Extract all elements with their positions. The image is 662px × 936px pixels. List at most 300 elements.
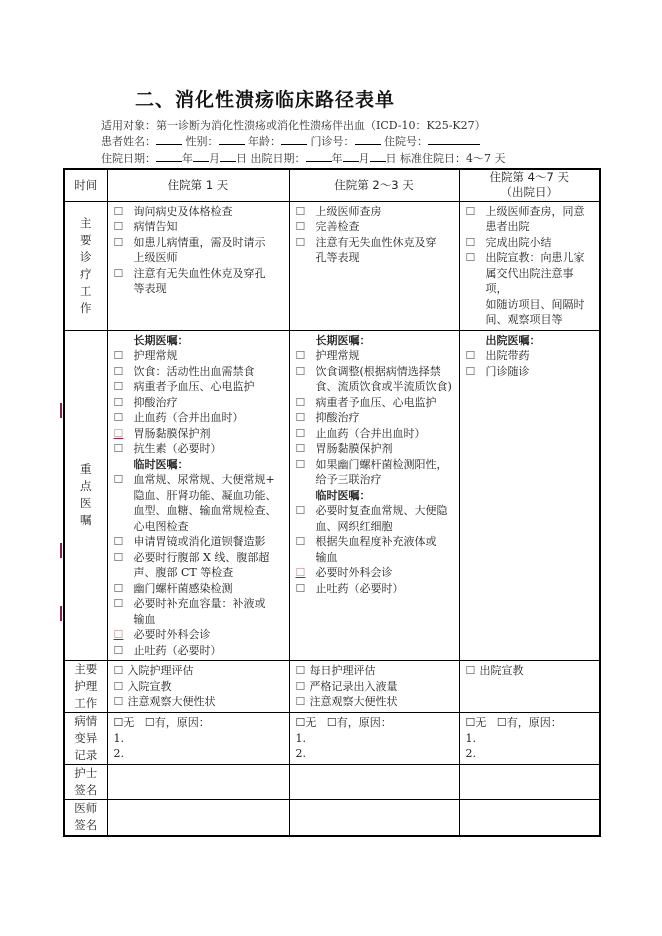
- checklist-item: [114, 596, 285, 627]
- item-text-line: 如随访项目、间隔时: [485, 297, 585, 311]
- item-text-line: 食、流质饮食或半流质饮食): [315, 380, 452, 393]
- doctor-sign-cell[interactable]: [459, 800, 600, 836]
- section-heading: 长期医嘱：: [133, 333, 189, 347]
- item-text-line: 护理常规: [315, 349, 360, 362]
- item-text: [134, 643, 285, 659]
- admission-no-field[interactable]: [428, 134, 480, 145]
- checkbox[interactable]: ☐: [113, 679, 124, 693]
- section-heading: 临时医嘱：: [133, 457, 189, 471]
- dis-month-field[interactable]: [343, 151, 359, 162]
- name-label: 患者姓名：: [101, 135, 156, 148]
- cell-col-1: [107, 330, 289, 661]
- checkbox[interactable]: ☐: [113, 442, 124, 455]
- checklist-item: [114, 441, 285, 457]
- checklist-item: [296, 410, 455, 426]
- label-line: 护士: [74, 766, 98, 780]
- checkbox[interactable]: ☐: [113, 235, 124, 249]
- dis-day-field[interactable]: [370, 151, 386, 162]
- checkbox[interactable]: ☐: [295, 535, 306, 548]
- item-text: [134, 426, 285, 442]
- checklist-item: [114, 679, 285, 695]
- checklist-item: [114, 395, 285, 411]
- item-text-line: 必要时复查血常规、大便隐: [315, 504, 448, 517]
- row-nurse-signature: [64, 765, 600, 800]
- date-line: [101, 150, 506, 166]
- scope-line: 适用对象：第一诊断为消化性溃疡或消化性溃疡伴出血（ICD-10：K25-K27）: [101, 119, 486, 132]
- item-text-line: 如患儿病情重，需及时请示: [133, 235, 266, 249]
- variance-none-checkbox[interactable]: ☐无: [113, 716, 135, 729]
- header-row: [64, 169, 600, 201]
- sex-label: 性别：: [185, 135, 219, 148]
- item-text: [128, 663, 285, 679]
- checklist-item: [114, 348, 285, 364]
- checklist-item: [114, 472, 285, 534]
- checklist-item: [114, 266, 285, 297]
- label-line: 疗: [80, 266, 92, 281]
- item-text: [134, 410, 285, 426]
- item-text-line: 属交代出院注意事项，: [485, 266, 574, 295]
- checkbox[interactable]: ☐: [113, 643, 124, 657]
- item-text: [134, 235, 285, 266]
- item-text: [128, 694, 285, 710]
- cell-col-2: [289, 330, 459, 661]
- item-text-line: 入院宣教: [127, 679, 172, 693]
- item-text: [480, 663, 596, 679]
- checkbox[interactable]: ☐: [465, 235, 476, 249]
- variance-has-checkbox[interactable]: ☐有，原因：: [326, 716, 392, 729]
- variance-options: [114, 715, 285, 731]
- label-line: 病情: [74, 714, 98, 728]
- diag-label: [64, 201, 107, 330]
- checkbox[interactable]: ☐: [295, 220, 306, 233]
- nurse-sign-cell[interactable]: [107, 765, 289, 800]
- item-text: [316, 348, 455, 364]
- label-line: 嘱: [80, 513, 92, 528]
- cell-col-2: [289, 661, 459, 713]
- checkbox[interactable]: ☐: [295, 364, 306, 378]
- item-text-line: 止血药（合并出血时）: [315, 426, 426, 440]
- item-text-line: 完成出院小结: [485, 235, 552, 249]
- cell-col-1: [107, 661, 289, 713]
- checklist-item: [114, 379, 285, 395]
- checklist-item: [114, 204, 285, 220]
- item-text: [128, 679, 285, 695]
- item-text-line: 入院护理评估: [127, 664, 194, 677]
- checkbox[interactable]: ☐: [465, 349, 476, 362]
- cell-col-1: [107, 201, 289, 330]
- item-text: [134, 379, 285, 395]
- revision-mark: [60, 606, 62, 621]
- item-text: [134, 364, 285, 380]
- variance-reason-1[interactable]: 1.: [295, 731, 306, 745]
- item-text-line: 根据失血程度补充液体或: [315, 535, 437, 548]
- checklist-item: [296, 395, 455, 411]
- section-heading: 临时医嘱：: [315, 488, 371, 502]
- checklist-item: [296, 457, 455, 488]
- header-day2-3: 住院第 2～3 天: [289, 169, 459, 201]
- item-text-line: 孔等表现: [315, 251, 360, 264]
- variance-has-checkbox[interactable]: ☐有，原因：: [496, 716, 562, 729]
- checkbox[interactable]: ☐: [295, 442, 306, 455]
- row-nursing-work: [64, 661, 600, 713]
- name-field[interactable]: [156, 134, 182, 145]
- variance-reason-1[interactable]: 1.: [465, 731, 476, 745]
- item-text: [316, 426, 455, 442]
- item-text-line: 饮食调整(根据病情选择禁: [315, 364, 441, 378]
- label-line: 签名: [74, 818, 98, 833]
- item-text-line: 出院宣教：向患儿家: [485, 251, 585, 264]
- variance-options: [296, 715, 455, 731]
- checkbox[interactable]: ☐: [295, 664, 306, 677]
- checklist-item: [114, 410, 285, 426]
- month-label: 月: [209, 152, 220, 165]
- label-line: 医师: [74, 801, 98, 816]
- item-text-line: 止血药（合并出血时）: [133, 411, 244, 424]
- item-text-line: 注意有无失血性休克及穿: [315, 235, 437, 249]
- header-time: 时间: [64, 169, 107, 201]
- admission-no-label: 住院号：: [384, 135, 428, 148]
- checklist-item: [296, 503, 455, 534]
- checkbox[interactable]: ☐: [113, 426, 124, 440]
- spacer: [134, 716, 145, 729]
- checklist-item: [296, 348, 455, 364]
- item-text: [316, 534, 455, 565]
- variance-cell[interactable]: [107, 713, 289, 765]
- item-text: [310, 663, 455, 679]
- sex-field[interactable]: [219, 134, 245, 145]
- checkbox[interactable]: ☐: [465, 204, 476, 218]
- item-text: [134, 627, 285, 643]
- item-text-line: 必要时外科会诊: [133, 628, 211, 641]
- checkbox[interactable]: ☐: [113, 473, 124, 486]
- checkbox[interactable]: ☐: [113, 535, 124, 548]
- checkbox[interactable]: ☐: [113, 597, 124, 610]
- variance-none-checkbox[interactable]: ☐无: [465, 716, 487, 729]
- label-line: 重: [80, 462, 92, 477]
- item-text-line: 止吐药（必要时）: [133, 643, 222, 657]
- checkbox[interactable]: ☐: [113, 411, 124, 424]
- doctor-sign-label: [64, 800, 107, 836]
- clinic-field[interactable]: [355, 134, 381, 145]
- header-day4-7-label: 住院第 4～7 天: [489, 170, 569, 185]
- variance-cell[interactable]: [459, 713, 600, 765]
- checklist-item: [296, 694, 455, 710]
- label-line: 要: [80, 232, 92, 247]
- variance-reason-2[interactable]: 2.: [113, 747, 124, 760]
- label-line: 主: [80, 215, 92, 230]
- checklist-item: [466, 250, 596, 328]
- adm-year-field[interactable]: [156, 151, 182, 162]
- item-text-line: 出院宣教: [479, 664, 524, 677]
- item-text-line: 病重者予血压、心电监护: [133, 380, 255, 393]
- checklist-item: [296, 663, 455, 679]
- item-text: [310, 679, 455, 695]
- checklist-item: [114, 627, 285, 643]
- checklist-item: [296, 219, 455, 235]
- item-text: [134, 395, 285, 411]
- item-text-line: 抗生素（必要时）: [133, 442, 222, 455]
- checklist-item: [296, 534, 455, 565]
- pathway-table: [63, 168, 601, 837]
- checklist-item: [296, 679, 455, 695]
- checklist-item: [114, 550, 285, 581]
- section-heading: 出院医嘱：: [485, 333, 541, 347]
- checkbox[interactable]: ☐: [295, 349, 306, 362]
- revision-mark: [60, 403, 62, 418]
- nurse-sign-cell[interactable]: [459, 765, 600, 800]
- item-text-line: 给予三联治疗: [315, 473, 382, 486]
- checkbox[interactable]: ☐: [295, 411, 306, 424]
- item-text: [486, 250, 596, 328]
- checklist-item: [466, 235, 596, 251]
- day-label: 日: [385, 152, 397, 165]
- row-variance: [64, 713, 600, 765]
- item-text-line: 询问病史及体格检查: [133, 204, 233, 218]
- month-label: 月: [358, 152, 370, 165]
- cell-col-2: [289, 201, 459, 330]
- checklist-item: [114, 426, 285, 442]
- item-text-line: 胃肠黏膜保护剂: [133, 426, 211, 440]
- checklist-item: [114, 235, 285, 266]
- item-text-line: 注意观察大便性状: [127, 695, 216, 708]
- discharge-date-label: 出院日期：: [250, 152, 306, 165]
- checkbox[interactable]: ☐: [113, 395, 124, 409]
- checkbox[interactable]: ☐: [295, 204, 306, 218]
- item-text-line: 病重者予血压、心电监护: [315, 395, 437, 409]
- item-text-line: 必要时行腹部 X 线、腹部超: [133, 550, 270, 564]
- checklist-item: [114, 581, 285, 597]
- item-text-line: 如果幽门螺杆菌检测阳性，: [315, 457, 448, 471]
- checkbox[interactable]: ☐: [113, 204, 124, 218]
- cell-col-3: [459, 661, 600, 713]
- checkbox[interactable]: ☐: [113, 349, 124, 362]
- admission-date-label: 住院日期：: [101, 152, 156, 165]
- item-text: [134, 550, 285, 581]
- item-text: [486, 204, 596, 235]
- item-text-line: 上级医师查房: [315, 204, 382, 218]
- label-line: 作: [80, 300, 92, 315]
- checkbox[interactable]: ☐: [295, 457, 306, 471]
- checklist-item: [296, 364, 455, 395]
- item-text-line: 等表现: [133, 282, 167, 295]
- item-text-line: 输血: [133, 612, 156, 626]
- variance-label: [64, 713, 107, 765]
- year-label: 年: [331, 152, 343, 165]
- item-text: [316, 395, 455, 411]
- item-text: [316, 235, 455, 266]
- checklist-item: [114, 364, 285, 380]
- item-text-line: 必要时外科会诊: [315, 566, 393, 579]
- variance-options: [466, 715, 596, 731]
- age-label: 年龄：: [248, 135, 281, 148]
- item-text-line: 上级医师: [133, 251, 178, 264]
- checklist-item: [114, 694, 285, 710]
- item-text: [316, 219, 455, 235]
- checkbox[interactable]: ☐: [295, 695, 306, 708]
- checklist-item: [466, 663, 596, 679]
- item-text-line: 隐血、肝肾功能、凝血功能、: [133, 488, 277, 502]
- item-text: [486, 235, 596, 251]
- item-text: [134, 266, 285, 297]
- row-doctor-signature: [64, 800, 600, 836]
- checkbox[interactable]: ☐: [295, 395, 306, 409]
- item-text: [316, 581, 455, 597]
- checklist-item: [296, 235, 455, 266]
- section-heading: 长期医嘱：: [315, 333, 371, 347]
- item-text: [134, 441, 285, 457]
- row-key-orders: [64, 330, 600, 661]
- item-text-line: 血、网织红细胞: [315, 519, 393, 533]
- checkbox[interactable]: ☐: [295, 679, 306, 693]
- spacer: [486, 716, 497, 729]
- variance-reason-1[interactable]: 1.: [113, 731, 124, 745]
- item-text-line: 抑酸治疗: [315, 411, 360, 424]
- item-text: [134, 581, 285, 597]
- item-text-line: 护理常规: [133, 349, 178, 362]
- checkbox[interactable]: ☐: [465, 364, 476, 378]
- checkbox[interactable]: ☐: [113, 628, 124, 641]
- item-text-line: 必要时补充血容量：补液或: [133, 597, 266, 610]
- checkbox[interactable]: ☐: [295, 235, 306, 249]
- patient-info-line: [101, 133, 480, 149]
- item-text-line: 止吐药（必要时）: [315, 581, 404, 595]
- variance-has-checkbox[interactable]: ☐有，原因：: [144, 716, 210, 729]
- checklist-item: [466, 364, 596, 380]
- clinic-label: 门诊号：: [310, 135, 355, 148]
- cell-col-3: [459, 201, 600, 330]
- item-text: [316, 503, 455, 534]
- label-line: 签名: [74, 783, 98, 797]
- checklist-item: [296, 204, 455, 220]
- item-text: [134, 472, 285, 534]
- checkbox[interactable]: ☐: [113, 266, 124, 280]
- header-day4-7: [459, 169, 600, 201]
- label-line: 诊: [80, 249, 92, 264]
- cell-col-3: [459, 330, 600, 661]
- checklist-item: [466, 348, 596, 364]
- checkbox[interactable]: ☐: [465, 251, 476, 264]
- variance-none-checkbox[interactable]: ☐无: [295, 716, 317, 729]
- item-text-line: 注意观察大便性状: [309, 695, 398, 708]
- orders-label: [64, 330, 107, 661]
- item-text: [316, 410, 455, 426]
- item-text: [134, 219, 285, 235]
- item-text: [134, 204, 285, 220]
- item-text: [134, 596, 285, 627]
- header-day1: 住院第 1 天: [107, 169, 289, 201]
- item-text: [134, 534, 285, 550]
- item-text-line: 出院带药: [485, 349, 530, 362]
- doctor-sign-cell[interactable]: [107, 800, 289, 836]
- day-label: 日: [236, 152, 247, 165]
- checkbox[interactable]: ☐: [113, 550, 124, 564]
- adm-day-field[interactable]: [220, 151, 236, 162]
- item-text: [316, 565, 455, 581]
- nursing-label: [64, 661, 107, 713]
- checkbox[interactable]: ☐: [113, 364, 124, 378]
- label-line: 工作: [74, 696, 98, 710]
- standard-stay-label: 标准住院日：4～7 天: [400, 152, 506, 165]
- year-label: 年: [182, 152, 193, 165]
- nurse-sign-label: [64, 765, 107, 800]
- dis-year-field[interactable]: [306, 151, 332, 162]
- checklist-item: [296, 581, 455, 597]
- label-line: 护理: [74, 679, 98, 693]
- label-line: 变异: [74, 731, 98, 745]
- header-discharge-label: （出院日）: [500, 185, 558, 200]
- item-text-line: 上级医师查房，同意: [485, 204, 585, 218]
- item-text-line: 完善检查: [315, 220, 360, 233]
- item-text-line: 心电图检查: [133, 519, 189, 533]
- checkbox[interactable]: ☐: [295, 581, 306, 595]
- checklist-item: [466, 204, 596, 235]
- item-text-line: 门诊随诊: [485, 364, 530, 378]
- checkbox[interactable]: ☐: [113, 581, 124, 595]
- spacer: [316, 716, 327, 729]
- item-text-line: 胃肠黏膜保护剂: [315, 442, 393, 455]
- label-line: 记录: [74, 748, 98, 762]
- nurse-sign-cell[interactable]: [289, 765, 459, 800]
- item-text-line: 声、腹部 CT 等检查: [133, 566, 234, 579]
- page-title: 二、消化性溃疡临床路径表单: [135, 89, 396, 111]
- checkbox[interactable]: ☐: [465, 664, 476, 677]
- checkbox[interactable]: ☐: [113, 380, 124, 393]
- checklist-item: [296, 565, 455, 581]
- label-line: 点: [80, 479, 92, 494]
- checkbox[interactable]: ☐: [113, 664, 124, 677]
- row-diagnosis-work: [64, 201, 600, 330]
- checklist-item: [296, 426, 455, 442]
- label-line: 工: [80, 283, 92, 298]
- item-text-line: 饮食：活动性出血需禁食: [133, 364, 255, 378]
- checklist-item: [296, 441, 455, 457]
- item-text: [486, 364, 596, 380]
- item-text-line: 注意有无失血性休克及穿孔: [133, 266, 266, 280]
- variance-cell[interactable]: [289, 713, 459, 765]
- item-text: [316, 457, 455, 488]
- checklist-item: [114, 534, 285, 550]
- checkbox[interactable]: ☐: [295, 426, 306, 440]
- doctor-sign-cell[interactable]: [289, 800, 459, 836]
- variance-reason-2[interactable]: 2.: [465, 747, 476, 760]
- item-text: [316, 364, 455, 395]
- item-text-line: 间、观察项目等: [485, 313, 563, 326]
- adm-month-field[interactable]: [193, 151, 209, 162]
- item-text-line: 病情告知: [133, 220, 178, 233]
- checkbox[interactable]: ☐: [295, 504, 306, 517]
- checklist-item: [114, 219, 285, 235]
- item-text-line: 血常规、尿常规、大便常规+: [133, 473, 275, 486]
- variance-reason-2[interactable]: 2.: [295, 747, 306, 760]
- item-text: [310, 694, 455, 710]
- item-text-line: 血型、血糖、输血常规检查、: [133, 504, 277, 517]
- item-text-line: 输血: [315, 550, 338, 564]
- age-field[interactable]: [281, 134, 307, 145]
- label-line: 主要: [74, 662, 98, 676]
- item-text: [134, 348, 285, 364]
- item-text-line: 严格记录出入液量: [309, 679, 398, 693]
- item-text-line: 每日护理评估: [309, 664, 376, 677]
- checkbox[interactable]: ☐: [113, 220, 124, 233]
- checkbox[interactable]: ☐: [295, 566, 306, 579]
- item-text-line: 抑酸治疗: [133, 395, 178, 409]
- item-text: [316, 204, 455, 220]
- checklist-item: [114, 643, 285, 659]
- revision-mark: [60, 543, 62, 558]
- label-line: 医: [80, 496, 92, 511]
- checklist-item: [114, 663, 285, 679]
- checkbox[interactable]: ☐: [113, 695, 124, 708]
